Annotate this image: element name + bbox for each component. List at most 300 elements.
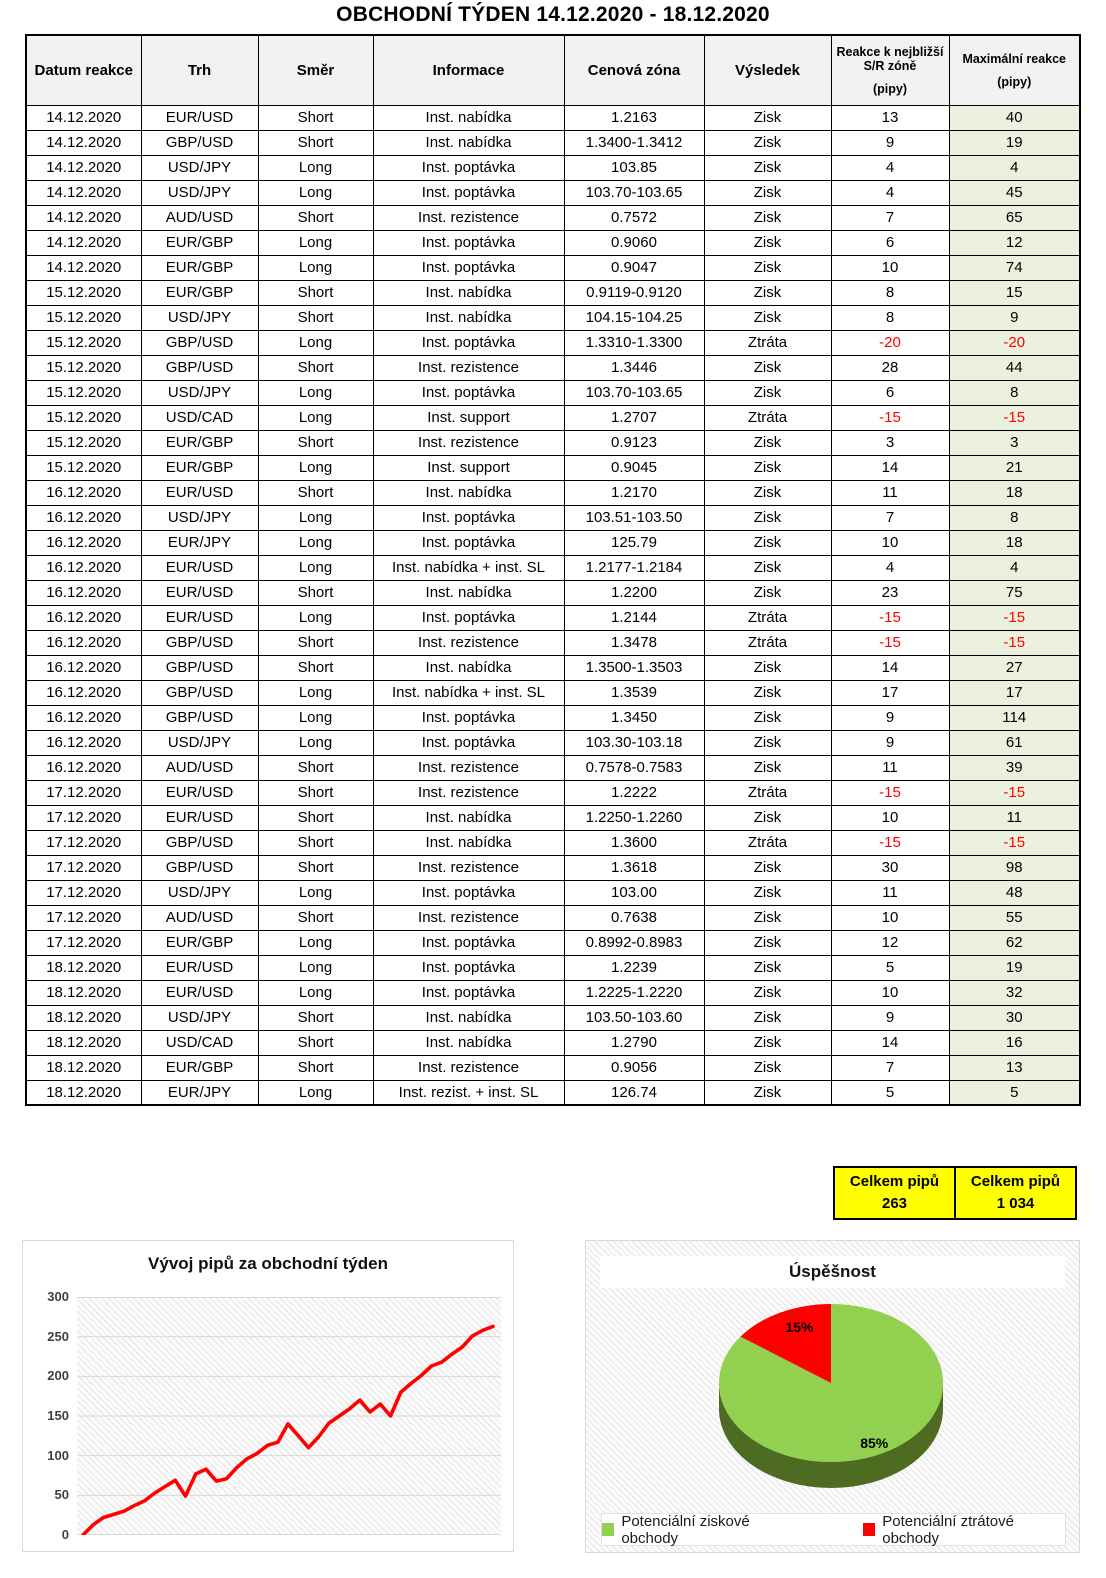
zone-cell[interactable]: 0.9123 (564, 430, 704, 455)
direction-cell[interactable]: Long (258, 405, 373, 430)
result-cell[interactable]: Zisk (704, 955, 831, 980)
max-reaction-cell[interactable]: 65 (949, 205, 1080, 230)
zone-cell[interactable]: 1.3618 (564, 855, 704, 880)
date-cell[interactable]: 16.12.2020 (26, 655, 141, 680)
direction-cell[interactable]: Long (258, 255, 373, 280)
result-cell[interactable]: Zisk (704, 680, 831, 705)
info-cell[interactable]: Inst. nabídka (373, 480, 564, 505)
reaction-cell[interactable]: 9 (831, 1005, 949, 1030)
direction-cell[interactable]: Long (258, 330, 373, 355)
result-cell[interactable]: Zisk (704, 930, 831, 955)
direction-cell[interactable]: Short (258, 655, 373, 680)
result-cell[interactable]: Zisk (704, 805, 831, 830)
result-cell[interactable]: Zisk (704, 905, 831, 930)
max-reaction-cell[interactable]: 19 (949, 130, 1080, 155)
info-cell[interactable]: Inst. poptávka (373, 705, 564, 730)
reaction-cell[interactable]: 4 (831, 180, 949, 205)
date-cell[interactable]: 16.12.2020 (26, 555, 141, 580)
reaction-cell[interactable]: 10 (831, 530, 949, 555)
max-reaction-cell[interactable]: 15 (949, 280, 1080, 305)
info-cell[interactable]: Inst. nabídka (373, 830, 564, 855)
col-header-info[interactable]: Informace (373, 35, 564, 105)
info-cell[interactable]: Inst. rezistence (373, 630, 564, 655)
date-cell[interactable]: 15.12.2020 (26, 280, 141, 305)
direction-cell[interactable]: Short (258, 755, 373, 780)
result-cell[interactable]: Zisk (704, 230, 831, 255)
col-header-result[interactable]: Výsledek (704, 35, 831, 105)
zone-cell[interactable]: 1.3400-1.3412 (564, 130, 704, 155)
result-cell[interactable]: Zisk (704, 480, 831, 505)
zone-cell[interactable]: 1.3478 (564, 630, 704, 655)
date-cell[interactable]: 14.12.2020 (26, 180, 141, 205)
direction-cell[interactable]: Long (258, 955, 373, 980)
date-cell[interactable]: 17.12.2020 (26, 855, 141, 880)
info-cell[interactable]: Inst. nabídka (373, 130, 564, 155)
direction-cell[interactable]: Short (258, 280, 373, 305)
market-cell[interactable]: EUR/USD (141, 980, 258, 1005)
market-cell[interactable]: EUR/GBP (141, 930, 258, 955)
max-reaction-cell[interactable]: -15 (949, 630, 1080, 655)
reaction-cell[interactable]: -15 (831, 605, 949, 630)
max-reaction-cell[interactable]: 44 (949, 355, 1080, 380)
result-cell[interactable]: Zisk (704, 380, 831, 405)
max-reaction-cell[interactable]: 32 (949, 980, 1080, 1005)
line-chart[interactable] (22, 1240, 514, 1552)
max-reaction-cell[interactable]: 4 (949, 155, 1080, 180)
total-max-pips-box[interactable] (954, 1166, 1077, 1220)
reaction-cell[interactable]: 9 (831, 705, 949, 730)
max-reaction-cell[interactable]: 40 (949, 105, 1080, 130)
result-cell[interactable]: Ztráta (704, 830, 831, 855)
reaction-cell[interactable]: 7 (831, 505, 949, 530)
date-cell[interactable]: 14.12.2020 (26, 130, 141, 155)
col-header-reaction[interactable]: Reakce k nejbližší S/R zóně (pipy) (831, 35, 949, 105)
zone-cell[interactable]: 0.9047 (564, 255, 704, 280)
max-reaction-cell[interactable]: 74 (949, 255, 1080, 280)
result-cell[interactable]: Zisk (704, 1055, 831, 1080)
result-cell[interactable]: Zisk (704, 855, 831, 880)
info-cell[interactable]: Inst. nabídka (373, 105, 564, 130)
info-cell[interactable]: Inst. poptávka (373, 880, 564, 905)
market-cell[interactable]: EUR/USD (141, 580, 258, 605)
reaction-cell[interactable]: 12 (831, 930, 949, 955)
max-reaction-cell[interactable]: 61 (949, 730, 1080, 755)
zone-cell[interactable]: 104.15-104.25 (564, 305, 704, 330)
direction-cell[interactable]: Short (258, 205, 373, 230)
info-cell[interactable]: Inst. nabídka + inst. SL (373, 555, 564, 580)
reaction-cell[interactable]: 4 (831, 155, 949, 180)
date-cell[interactable]: 15.12.2020 (26, 330, 141, 355)
date-cell[interactable]: 16.12.2020 (26, 705, 141, 730)
date-cell[interactable]: 14.12.2020 (26, 155, 141, 180)
max-reaction-cell[interactable]: 3 (949, 430, 1080, 455)
market-cell[interactable]: EUR/USD (141, 105, 258, 130)
result-cell[interactable]: Zisk (704, 455, 831, 480)
reaction-cell[interactable]: 13 (831, 105, 949, 130)
market-cell[interactable]: EUR/GBP (141, 230, 258, 255)
col-header-max-reaction[interactable]: Maximální reakce (pipy) (949, 35, 1080, 105)
max-reaction-cell[interactable]: 39 (949, 755, 1080, 780)
info-cell[interactable]: Inst. rezistence (373, 855, 564, 880)
reaction-cell[interactable]: 14 (831, 455, 949, 480)
market-cell[interactable]: GBP/USD (141, 680, 258, 705)
info-cell[interactable]: Inst. rezistence (373, 430, 564, 455)
info-cell[interactable]: Inst. nabídka + inst. SL (373, 680, 564, 705)
date-cell[interactable]: 14.12.2020 (26, 230, 141, 255)
direction-cell[interactable]: Short (258, 805, 373, 830)
max-reaction-cell[interactable]: 11 (949, 805, 1080, 830)
date-cell[interactable]: 17.12.2020 (26, 780, 141, 805)
info-cell[interactable]: Inst. poptávka (373, 980, 564, 1005)
market-cell[interactable]: EUR/JPY (141, 530, 258, 555)
max-reaction-cell[interactable]: 19 (949, 955, 1080, 980)
max-reaction-cell[interactable]: -20 (949, 330, 1080, 355)
result-cell[interactable]: Zisk (704, 130, 831, 155)
info-cell[interactable]: Inst. poptávka (373, 180, 564, 205)
date-cell[interactable]: 16.12.2020 (26, 630, 141, 655)
date-cell[interactable]: 15.12.2020 (26, 305, 141, 330)
market-cell[interactable]: USD/CAD (141, 1030, 258, 1055)
result-cell[interactable]: Zisk (704, 180, 831, 205)
reaction-cell[interactable]: -15 (831, 405, 949, 430)
date-cell[interactable]: 17.12.2020 (26, 805, 141, 830)
reaction-cell[interactable]: 10 (831, 255, 949, 280)
result-cell[interactable]: Zisk (704, 1080, 831, 1105)
market-cell[interactable]: EUR/USD (141, 955, 258, 980)
zone-cell[interactable]: 1.2225-1.2220 (564, 980, 704, 1005)
date-cell[interactable]: 16.12.2020 (26, 480, 141, 505)
reaction-cell[interactable]: 6 (831, 380, 949, 405)
date-cell[interactable]: 18.12.2020 (26, 1055, 141, 1080)
date-cell[interactable]: 14.12.2020 (26, 205, 141, 230)
info-cell[interactable]: Inst. rezist. + inst. SL (373, 1080, 564, 1105)
info-cell[interactable]: Inst. poptávka (373, 255, 564, 280)
result-cell[interactable]: Ztráta (704, 630, 831, 655)
zone-cell[interactable]: 1.2790 (564, 1030, 704, 1055)
zone-cell[interactable]: 0.9056 (564, 1055, 704, 1080)
zone-cell[interactable]: 1.2170 (564, 480, 704, 505)
reaction-cell[interactable]: 10 (831, 980, 949, 1005)
direction-cell[interactable]: Short (258, 780, 373, 805)
market-cell[interactable]: EUR/GBP (141, 1055, 258, 1080)
market-cell[interactable]: AUD/USD (141, 905, 258, 930)
direction-cell[interactable]: Long (258, 705, 373, 730)
max-reaction-cell[interactable]: 9 (949, 305, 1080, 330)
reaction-cell[interactable]: 11 (831, 880, 949, 905)
result-cell[interactable]: Zisk (704, 505, 831, 530)
market-cell[interactable]: EUR/USD (141, 780, 258, 805)
info-cell[interactable]: Inst. rezistence (373, 905, 564, 930)
result-cell[interactable]: Zisk (704, 280, 831, 305)
date-cell[interactable]: 16.12.2020 (26, 505, 141, 530)
zone-cell[interactable]: 1.2239 (564, 955, 704, 980)
direction-cell[interactable]: Long (258, 1080, 373, 1105)
direction-cell[interactable]: Short (258, 355, 373, 380)
info-cell[interactable]: Inst. nabídka (373, 805, 564, 830)
info-cell[interactable]: Inst. support (373, 405, 564, 430)
info-cell[interactable]: Inst. rezistence (373, 755, 564, 780)
date-cell[interactable]: 16.12.2020 (26, 605, 141, 630)
max-reaction-cell[interactable]: 62 (949, 930, 1080, 955)
reaction-cell[interactable]: 9 (831, 130, 949, 155)
zone-cell[interactable]: 1.3600 (564, 830, 704, 855)
zone-cell[interactable]: 1.3500-1.3503 (564, 655, 704, 680)
zone-cell[interactable]: 1.2250-1.2260 (564, 805, 704, 830)
zone-cell[interactable]: 1.3450 (564, 705, 704, 730)
reaction-cell[interactable]: -15 (831, 630, 949, 655)
info-cell[interactable]: Inst. poptávka (373, 955, 564, 980)
result-cell[interactable]: Zisk (704, 980, 831, 1005)
market-cell[interactable]: EUR/GBP (141, 255, 258, 280)
info-cell[interactable]: Inst. poptávka (373, 530, 564, 555)
col-header-zone[interactable]: Cenová zóna (564, 35, 704, 105)
reaction-cell[interactable]: 5 (831, 1080, 949, 1105)
reaction-cell[interactable]: 9 (831, 730, 949, 755)
reaction-cell[interactable]: 14 (831, 655, 949, 680)
col-header-market[interactable]: Trh (141, 35, 258, 105)
market-cell[interactable]: EUR/USD (141, 805, 258, 830)
market-cell[interactable]: GBP/USD (141, 630, 258, 655)
market-cell[interactable]: EUR/JPY (141, 1080, 258, 1105)
max-reaction-cell[interactable]: 45 (949, 180, 1080, 205)
result-cell[interactable]: Zisk (704, 255, 831, 280)
result-cell[interactable]: Zisk (704, 705, 831, 730)
info-cell[interactable]: Inst. nabídka (373, 580, 564, 605)
date-cell[interactable]: 16.12.2020 (26, 730, 141, 755)
reaction-cell[interactable]: 7 (831, 205, 949, 230)
result-cell[interactable]: Ztráta (704, 405, 831, 430)
result-cell[interactable]: Zisk (704, 205, 831, 230)
col-header-date[interactable]: Datum reakce (26, 35, 141, 105)
info-cell[interactable]: Inst. poptávka (373, 380, 564, 405)
date-cell[interactable]: 15.12.2020 (26, 405, 141, 430)
direction-cell[interactable]: Long (258, 230, 373, 255)
zone-cell[interactable]: 0.7638 (564, 905, 704, 930)
reaction-cell[interactable]: -15 (831, 830, 949, 855)
direction-cell[interactable]: Long (258, 380, 373, 405)
max-reaction-cell[interactable]: 17 (949, 680, 1080, 705)
info-cell[interactable]: Inst. poptávka (373, 505, 564, 530)
max-reaction-cell[interactable]: -15 (949, 605, 1080, 630)
market-cell[interactable]: GBP/USD (141, 355, 258, 380)
date-cell[interactable]: 16.12.2020 (26, 530, 141, 555)
result-cell[interactable]: Zisk (704, 530, 831, 555)
market-cell[interactable]: GBP/USD (141, 330, 258, 355)
pie-chart[interactable] (585, 1240, 1080, 1553)
date-cell[interactable]: 16.12.2020 (26, 755, 141, 780)
max-reaction-cell[interactable]: 8 (949, 505, 1080, 530)
result-cell[interactable]: Zisk (704, 305, 831, 330)
max-reaction-cell[interactable]: 21 (949, 455, 1080, 480)
info-cell[interactable]: Inst. rezistence (373, 1055, 564, 1080)
reaction-cell[interactable]: 11 (831, 755, 949, 780)
result-cell[interactable]: Zisk (704, 555, 831, 580)
zone-cell[interactable]: 1.3539 (564, 680, 704, 705)
direction-cell[interactable]: Long (258, 980, 373, 1005)
market-cell[interactable]: USD/JPY (141, 730, 258, 755)
market-cell[interactable]: GBP/USD (141, 855, 258, 880)
date-cell[interactable]: 17.12.2020 (26, 905, 141, 930)
info-cell[interactable]: Inst. poptávka (373, 930, 564, 955)
result-cell[interactable]: Zisk (704, 730, 831, 755)
direction-cell[interactable]: Long (258, 555, 373, 580)
zone-cell[interactable]: 103.85 (564, 155, 704, 180)
zone-cell[interactable]: 1.2707 (564, 405, 704, 430)
date-cell[interactable]: 16.12.2020 (26, 680, 141, 705)
max-reaction-cell[interactable]: 18 (949, 480, 1080, 505)
result-cell[interactable]: Zisk (704, 1030, 831, 1055)
direction-cell[interactable]: Long (258, 930, 373, 955)
market-cell[interactable]: EUR/GBP (141, 280, 258, 305)
info-cell[interactable]: Inst. nabídka (373, 1005, 564, 1030)
info-cell[interactable]: Inst. nabídka (373, 1030, 564, 1055)
market-cell[interactable]: GBP/USD (141, 705, 258, 730)
max-reaction-cell[interactable]: 13 (949, 1055, 1080, 1080)
date-cell[interactable]: 17.12.2020 (26, 830, 141, 855)
zone-cell[interactable]: 125.79 (564, 530, 704, 555)
result-cell[interactable]: Ztráta (704, 605, 831, 630)
result-cell[interactable]: Ztráta (704, 330, 831, 355)
direction-cell[interactable]: Short (258, 830, 373, 855)
result-cell[interactable]: Zisk (704, 655, 831, 680)
zone-cell[interactable]: 1.2200 (564, 580, 704, 605)
max-reaction-cell[interactable]: 5 (949, 1080, 1080, 1105)
zone-cell[interactable]: 0.7578-0.7583 (564, 755, 704, 780)
max-reaction-cell[interactable]: 30 (949, 1005, 1080, 1030)
date-cell[interactable]: 15.12.2020 (26, 380, 141, 405)
reaction-cell[interactable]: 28 (831, 355, 949, 380)
zone-cell[interactable]: 0.9060 (564, 230, 704, 255)
max-reaction-cell[interactable]: -15 (949, 830, 1080, 855)
direction-cell[interactable]: Long (258, 180, 373, 205)
max-reaction-cell[interactable]: 48 (949, 880, 1080, 905)
result-cell[interactable]: Ztráta (704, 780, 831, 805)
date-cell[interactable]: 14.12.2020 (26, 105, 141, 130)
info-cell[interactable]: Inst. support (373, 455, 564, 480)
direction-cell[interactable]: Short (258, 480, 373, 505)
reaction-cell[interactable]: 11 (831, 480, 949, 505)
market-cell[interactable]: GBP/USD (141, 655, 258, 680)
max-reaction-cell[interactable]: 16 (949, 1030, 1080, 1055)
direction-cell[interactable]: Short (258, 1030, 373, 1055)
result-cell[interactable]: Zisk (704, 105, 831, 130)
max-reaction-cell[interactable]: 18 (949, 530, 1080, 555)
max-reaction-cell[interactable]: 98 (949, 855, 1080, 880)
result-cell[interactable]: Zisk (704, 580, 831, 605)
zone-cell[interactable]: 0.7572 (564, 205, 704, 230)
market-cell[interactable]: USD/JPY (141, 155, 258, 180)
market-cell[interactable]: EUR/GBP (141, 455, 258, 480)
zone-cell[interactable]: 103.51-103.50 (564, 505, 704, 530)
market-cell[interactable]: AUD/USD (141, 205, 258, 230)
result-cell[interactable]: Zisk (704, 880, 831, 905)
reaction-cell[interactable]: 10 (831, 905, 949, 930)
reaction-cell[interactable]: 4 (831, 555, 949, 580)
direction-cell[interactable]: Short (258, 905, 373, 930)
zone-cell[interactable]: 0.9119-0.9120 (564, 280, 704, 305)
reaction-cell[interactable]: 23 (831, 580, 949, 605)
market-cell[interactable]: EUR/GBP (141, 430, 258, 455)
result-cell[interactable]: Zisk (704, 155, 831, 180)
zone-cell[interactable]: 1.2144 (564, 605, 704, 630)
max-reaction-cell[interactable]: 4 (949, 555, 1080, 580)
market-cell[interactable]: USD/JPY (141, 305, 258, 330)
info-cell[interactable]: Inst. nabídka (373, 655, 564, 680)
reaction-cell[interactable]: 3 (831, 430, 949, 455)
date-cell[interactable]: 18.12.2020 (26, 980, 141, 1005)
max-reaction-cell[interactable]: -15 (949, 405, 1080, 430)
date-cell[interactable]: 15.12.2020 (26, 455, 141, 480)
reaction-cell[interactable]: 17 (831, 680, 949, 705)
info-cell[interactable]: Inst. poptávka (373, 155, 564, 180)
date-cell[interactable]: 17.12.2020 (26, 930, 141, 955)
max-reaction-cell[interactable]: 75 (949, 580, 1080, 605)
reaction-cell[interactable]: 30 (831, 855, 949, 880)
max-reaction-cell[interactable]: 55 (949, 905, 1080, 930)
market-cell[interactable]: GBP/USD (141, 130, 258, 155)
market-cell[interactable]: USD/JPY (141, 880, 258, 905)
info-cell[interactable]: Inst. poptávka (373, 230, 564, 255)
zone-cell[interactable]: 1.2177-1.2184 (564, 555, 704, 580)
direction-cell[interactable]: Long (258, 505, 373, 530)
zone-cell[interactable]: 103.70-103.65 (564, 180, 704, 205)
date-cell[interactable]: 18.12.2020 (26, 1005, 141, 1030)
reaction-cell[interactable]: -20 (831, 330, 949, 355)
direction-cell[interactable]: Short (258, 130, 373, 155)
direction-cell[interactable]: Short (258, 630, 373, 655)
market-cell[interactable]: USD/JPY (141, 180, 258, 205)
info-cell[interactable]: Inst. rezistence (373, 355, 564, 380)
zone-cell[interactable]: 103.50-103.60 (564, 1005, 704, 1030)
col-header-direction[interactable]: Směr (258, 35, 373, 105)
direction-cell[interactable]: Long (258, 155, 373, 180)
market-cell[interactable]: EUR/USD (141, 480, 258, 505)
info-cell[interactable]: Inst. nabídka (373, 305, 564, 330)
market-cell[interactable]: USD/JPY (141, 380, 258, 405)
market-cell[interactable]: EUR/USD (141, 555, 258, 580)
market-cell[interactable]: AUD/USD (141, 755, 258, 780)
reaction-cell[interactable]: 6 (831, 230, 949, 255)
info-cell[interactable]: Inst. poptávka (373, 605, 564, 630)
max-reaction-cell[interactable]: 12 (949, 230, 1080, 255)
info-cell[interactable]: Inst. rezistence (373, 205, 564, 230)
zone-cell[interactable]: 0.8992-0.8983 (564, 930, 704, 955)
market-cell[interactable]: USD/JPY (141, 1005, 258, 1030)
zone-cell[interactable]: 103.30-103.18 (564, 730, 704, 755)
info-cell[interactable]: Inst. poptávka (373, 330, 564, 355)
reaction-cell[interactable]: 8 (831, 280, 949, 305)
reaction-cell[interactable]: 8 (831, 305, 949, 330)
date-cell[interactable]: 15.12.2020 (26, 355, 141, 380)
zone-cell[interactable]: 1.2163 (564, 105, 704, 130)
zone-cell[interactable]: 0.9045 (564, 455, 704, 480)
result-cell[interactable]: Zisk (704, 355, 831, 380)
max-reaction-cell[interactable]: 27 (949, 655, 1080, 680)
market-cell[interactable]: USD/JPY (141, 505, 258, 530)
direction-cell[interactable]: Short (258, 430, 373, 455)
direction-cell[interactable]: Long (258, 530, 373, 555)
result-cell[interactable]: Zisk (704, 755, 831, 780)
result-cell[interactable]: Zisk (704, 430, 831, 455)
direction-cell[interactable]: Long (258, 730, 373, 755)
direction-cell[interactable]: Short (258, 1005, 373, 1030)
direction-cell[interactable]: Short (258, 855, 373, 880)
market-cell[interactable]: USD/CAD (141, 405, 258, 430)
max-reaction-cell[interactable]: 114 (949, 705, 1080, 730)
date-cell[interactable]: 17.12.2020 (26, 880, 141, 905)
reaction-cell[interactable]: 10 (831, 805, 949, 830)
max-reaction-cell[interactable]: 8 (949, 380, 1080, 405)
